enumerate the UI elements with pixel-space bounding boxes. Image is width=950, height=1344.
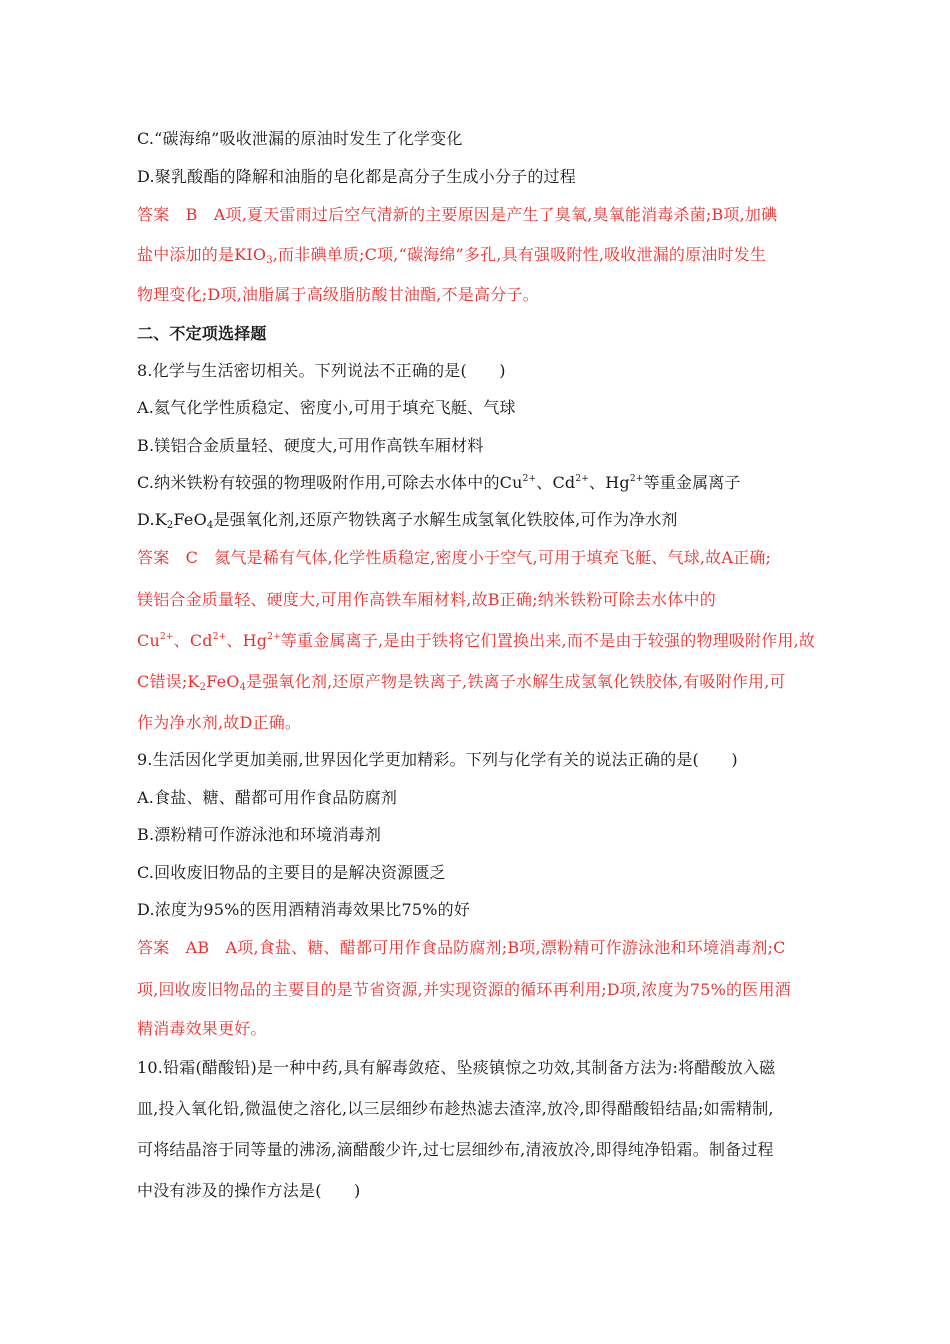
subscript: 2 [166,520,174,531]
q8-answer-line-4 [137,672,786,692]
q10-stem-line-1: 10.铅霜(醋酸铅)是一种中药,具有解毒敛疮、坠痰镇惊之功效,其制备方法为:将醋酸放入磁 [137,1058,776,1077]
q8-answer-text: 、Hg [226,631,268,650]
q8-answer-text: 、Cd [173,631,213,650]
q8-option-text: 、Cd [536,473,576,492]
q8-option-text: 、Hg [589,473,630,492]
subscript: 2 [199,682,207,693]
q9-option-d: D.浓度为95%的医用酒精消毒效果比75%的好 [137,900,471,919]
q7-option-c: C.“碳海绵”吸收泄漏的原油时发生了化学变化 [137,129,463,148]
q8-option-d [137,510,678,530]
ion-charge: 2+ [522,474,537,484]
q9-answer-line-3: 精消毒效果更好。 [137,1019,267,1038]
q8-option-text: 等重金属离子 [643,473,741,492]
q9-option-a: A.食盐、糖、醋都可用作食品防腐剂 [137,788,398,807]
q8-option-text: D.K [137,510,167,529]
q10-stem-line-3: 可将结晶溶于同等量的沸汤,滴醋酸少许,过七层细纱布,清液放冷,即得纯净铅霜。制备过程 [137,1140,774,1159]
q8-option-a: A.氦气化学性质稳定、密度小,可用于填充飞艇、气球 [137,398,516,417]
q9-option-c: C.回收废旧物品的主要目的是解决资源匮乏 [137,863,446,882]
q7-answer-text: 盐中添加的是KIO [137,245,267,264]
q8-answer-line-1: 答案 C 氦气是稀有气体,化学性质稳定,密度小于空气,可用于填充飞艇、气球,故A正确; [137,548,772,567]
q7-answer-line-1: 答案 B A项,夏天雷雨过后空气清新的主要原因是产生了臭氧,臭氧能消毒杀菌;B项,加碘 [137,205,778,224]
q8-answer-text: FeO [206,672,240,691]
q8-answer-line-2: 镁铝合金质量轻、硬度大,可用作高铁车厢材料,故B正确;纳米铁粉可除去水体中的 [137,590,716,609]
q8-answer-text: C错误;K [137,672,200,691]
q8-option-text: 是强氧化剂,还原产物铁离子水解生成氢氧化铁胶体,可作为净水剂 [213,510,678,529]
q8-answer-line-5: 作为净水剂,故D正确。 [137,713,302,732]
q8-answer-text: Cu [137,631,160,650]
ion-charge: 2+ [629,474,644,484]
ion-charge: 2+ [212,632,227,642]
q8-answer-text: 等重金属离子,是由于铁将它们置换出来,而不是由于较强的物理吸附作用,故 [280,631,816,650]
ion-charge: 2+ [267,632,281,642]
q7-answer-line-2 [137,245,766,265]
q10-stem-line-4: 中没有涉及的操作方法是( ) [137,1181,361,1200]
q10-stem-line-2: 皿,投入氧化铅,微温使之溶化,以三层细纱布趁热滤去渣滓,放冷,即得醋酸铅结晶;如需精制, [137,1099,774,1118]
q9-option-b: B.漂粉精可作游泳池和环境消毒剂 [137,825,382,844]
ion-charge: 2+ [575,474,590,484]
q8-option-text: FeO [173,510,207,529]
q8-option-c [137,473,741,493]
q8-answer-line-3 [137,631,815,651]
q7-answer-line-3: 物理变化;D项,油脂属于高级脂肪酸甘油酯,不是高分子。 [137,285,539,304]
subscript: 4 [239,682,247,693]
q9-answer-line-1: 答案 AB A项,食盐、糖、醋都可用作食品防腐剂;B项,漂粉精可作游泳池和环境消毒剂;C [137,938,786,957]
q9-stem: 9.生活因化学更加美丽,世界因化学更加精彩。下列与化学有关的说法正确的是( ) [137,750,738,769]
section-heading: 二、不定项选择题 [137,324,267,343]
q7-answer-text: ,而非碘单质;C项,“碳海绵”多孔,具有强吸附性,吸收泄漏的原油时发生 [272,245,767,264]
q8-option-b: B.镁铝合金质量轻、硬度大,可用作高铁车厢材料 [137,436,484,455]
q7-option-d: D.聚乳酸酯的降解和油脂的皂化都是高分子生成小分子的过程 [137,167,576,186]
q8-stem: 8.化学与生活密切相关。下列说法不正确的是( ) [137,361,506,380]
q9-answer-line-2: 项,回收废旧物品的主要目的是节省资源,并实现资源的循环再利用;D项,浓度为75%的医用酒 [137,980,791,999]
subscript: 4 [206,520,214,531]
q8-answer-text: 是强氧化剂,还原产物是铁离子,铁离子水解生成氢氧化铁胶体,有吸附作用,可 [246,672,786,691]
q8-option-text: C.纳米铁粉有较强的物理吸附作用,可除去水体中的Cu [137,473,523,492]
ion-charge: 2+ [159,632,174,642]
subscript: 3 [266,255,273,266]
